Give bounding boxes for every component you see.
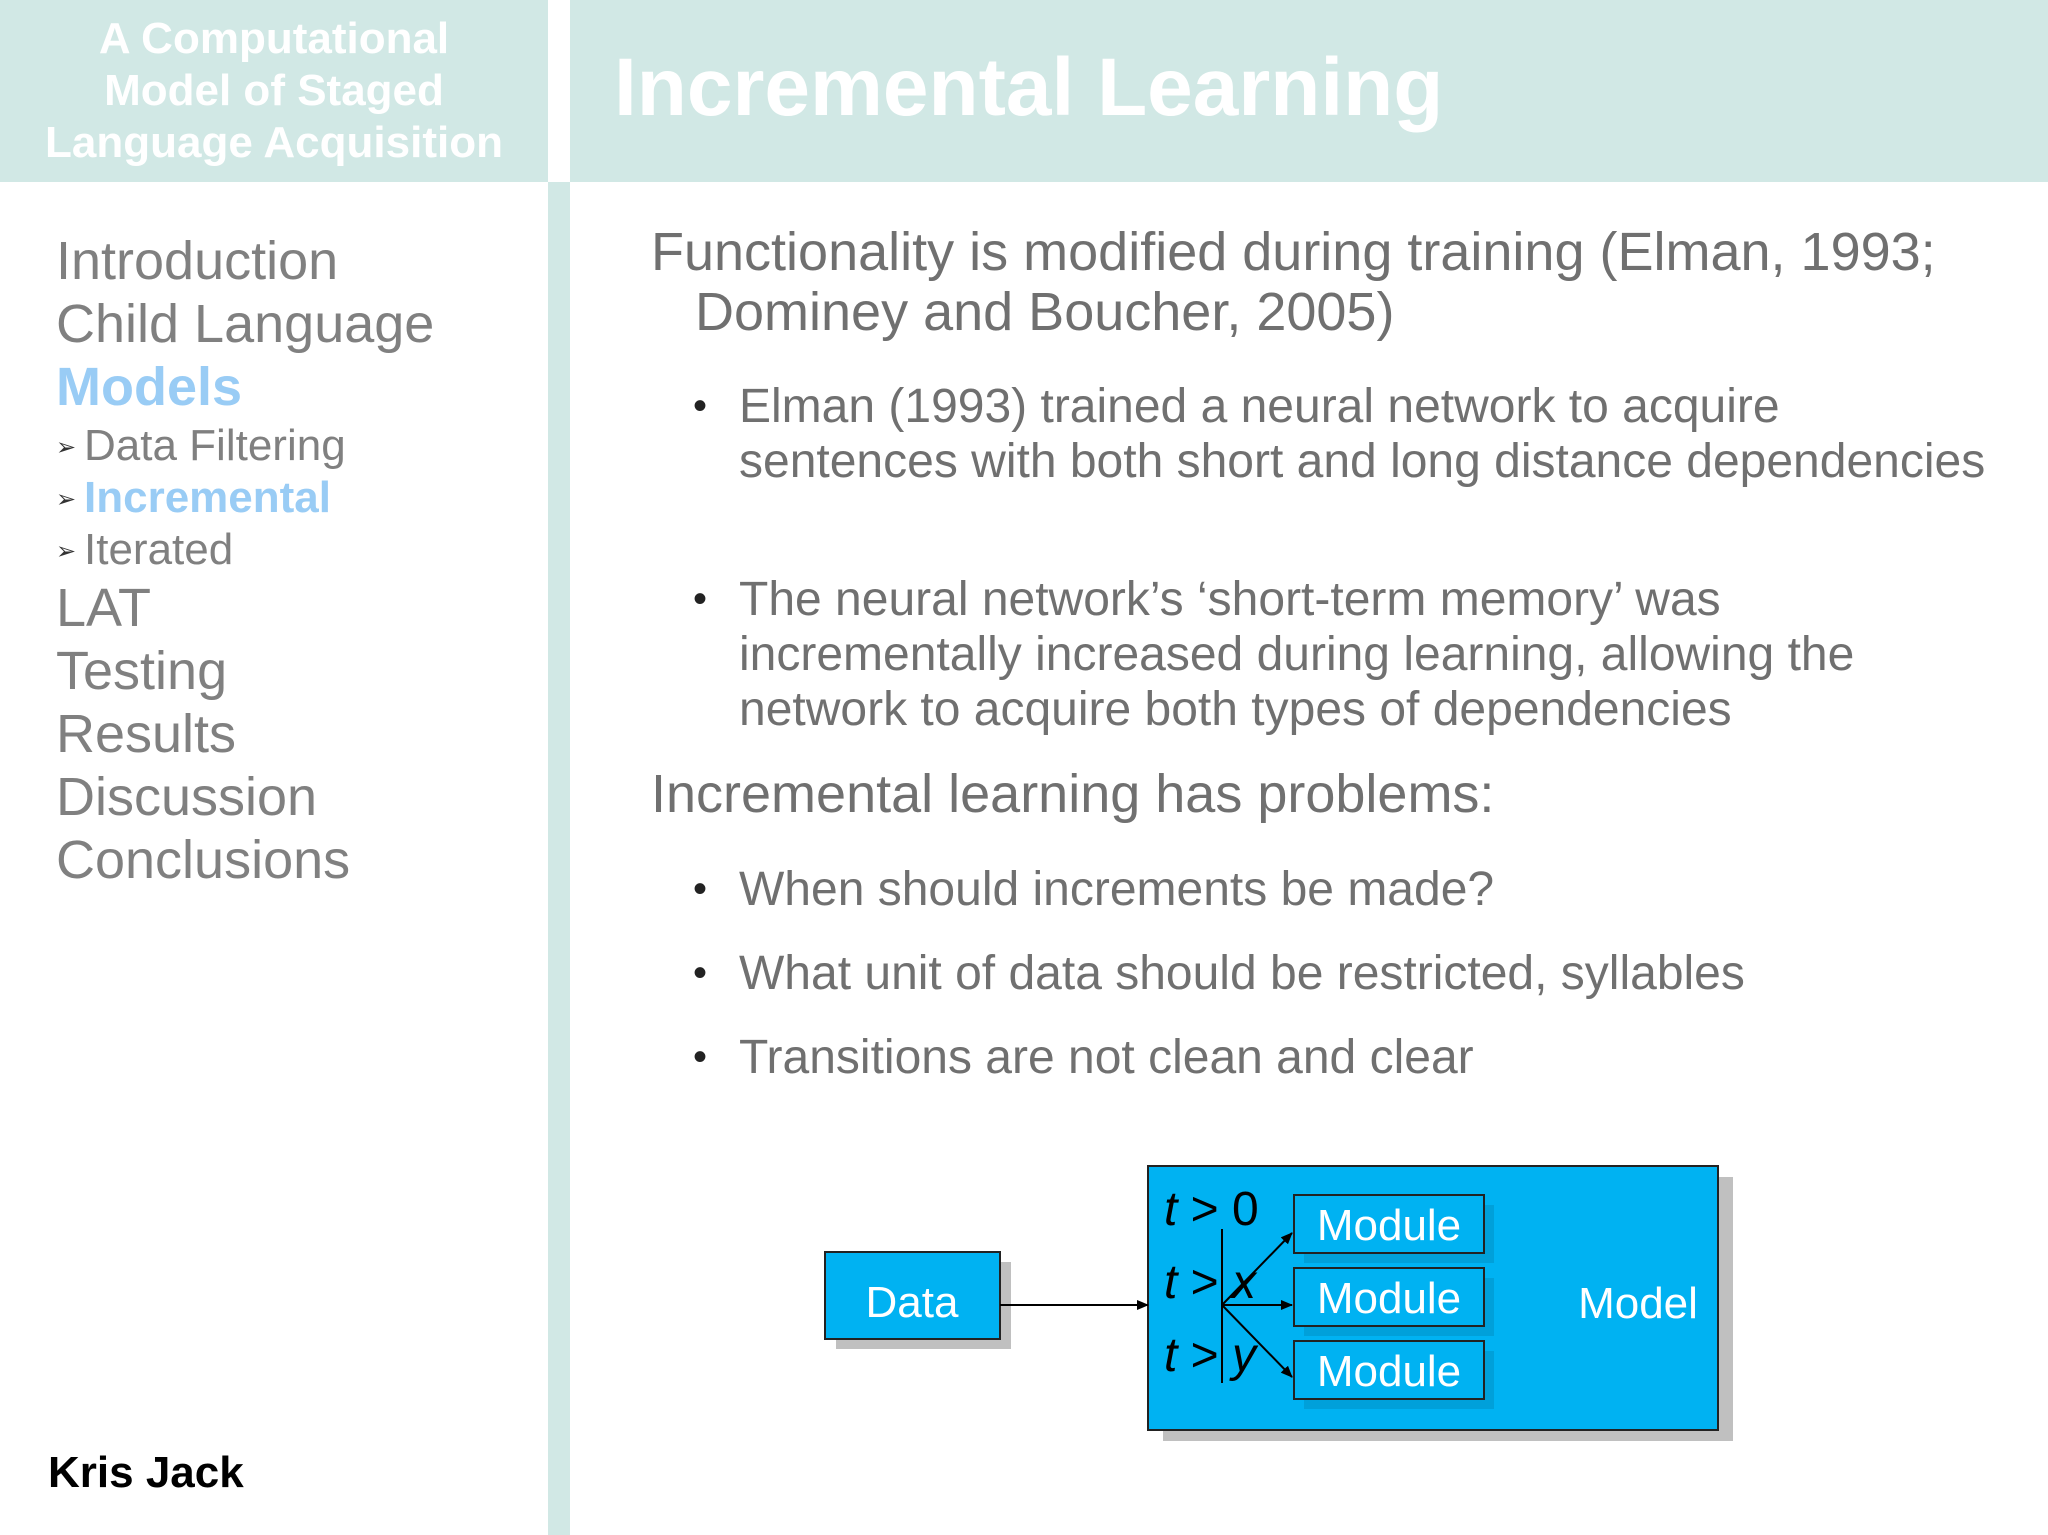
nav-item-child-language[interactable]: Child Language (56, 294, 435, 354)
time-var: t (1164, 1329, 1178, 1382)
module-label: Module (1316, 1347, 1462, 1396)
bullet-dot-icon: • (693, 867, 708, 911)
time-val: 0 (1232, 1183, 1259, 1236)
subnav-label: Incremental (84, 473, 331, 522)
nav-item-results[interactable]: Results (56, 704, 237, 764)
author-name: Kris Jack (48, 1448, 244, 1497)
presentation-title-line: A Computational (98, 14, 450, 63)
time-op: > (1177, 1256, 1233, 1309)
header-gap (548, 0, 570, 182)
paragraph-problems: Incremental learning has problems: (651, 764, 1495, 824)
incremental-model-diagram (820, 1165, 1740, 1465)
bullet-item (693, 862, 1993, 917)
arrow-bullet-icon: ➢ (56, 434, 77, 462)
data-label: Data (865, 1278, 959, 1327)
module-label: Module (1316, 1274, 1462, 1323)
nav-item-conclusions[interactable]: Conclusions (56, 830, 351, 890)
nav-item-discussion[interactable]: Discussion (56, 767, 318, 827)
time-label-0 (1164, 1183, 1259, 1236)
subnav-item-data-filtering[interactable] (56, 420, 346, 474)
presentation-title-line: Model of Staged (104, 66, 444, 115)
time-label-x (1164, 1256, 1258, 1309)
bullet-item (693, 946, 1993, 1001)
time-label-y (1164, 1329, 1259, 1382)
time-var: t (1164, 1256, 1178, 1309)
module-label: Module (1316, 1201, 1462, 1250)
subnav-label: Data Filtering (84, 421, 346, 470)
bullet-text: Transitions are not clean and clear (739, 1031, 1474, 1084)
arrow-bullet-icon: ➢ (56, 486, 77, 514)
slide-title: Incremental Learning (614, 42, 1444, 133)
nav-item-models[interactable]: Models (56, 357, 243, 417)
bullet-text: The neural network’s ‘short-term memory’ was incrementally increased during learning, allowing the network to acquire both types of dependencies (739, 573, 1855, 736)
time-op: > (1177, 1329, 1233, 1382)
presentation-title-line: Language Acquisition (45, 118, 503, 167)
paragraph-functionality: Functionality is modified during training (Elman, 1993; Dominey and Boucher, 2005) (651, 222, 1936, 342)
nav-item-lat[interactable]: LAT (56, 578, 152, 638)
model-label: Model (1578, 1279, 1698, 1328)
presentation-title (0, 0, 548, 182)
bullet-dot-icon: • (693, 577, 708, 621)
bullet-text: What unit of data should be restricted, syllables (739, 947, 1745, 1000)
bullet-dot-icon: • (693, 384, 708, 428)
bullet-text: Elman (1993) trained a neural network to acquire sentences with both short and long distance dependencies (739, 380, 1986, 488)
time-val: x (1232, 1256, 1257, 1309)
bullet-dot-icon: • (693, 951, 708, 995)
bullet-item (693, 572, 1993, 737)
nav-item-introduction[interactable]: Introduction (56, 231, 339, 291)
subnav-label: Iterated (84, 525, 234, 574)
subnav-item-iterated[interactable] (56, 524, 233, 578)
time-var: t (1164, 1183, 1178, 1236)
bullet-dot-icon: • (693, 1035, 708, 1079)
sidebar-divider (548, 0, 570, 1535)
arrow-bullet-icon: ➢ (56, 538, 77, 566)
bullet-item (693, 379, 1993, 489)
subnav-item-incremental[interactable] (56, 472, 331, 526)
time-op: > (1177, 1183, 1233, 1236)
bullet-item (693, 1030, 1993, 1085)
nav-item-testing[interactable]: Testing (56, 641, 228, 701)
time-val: y (1232, 1329, 1257, 1382)
bullet-text: When should increments be made? (739, 863, 1495, 916)
